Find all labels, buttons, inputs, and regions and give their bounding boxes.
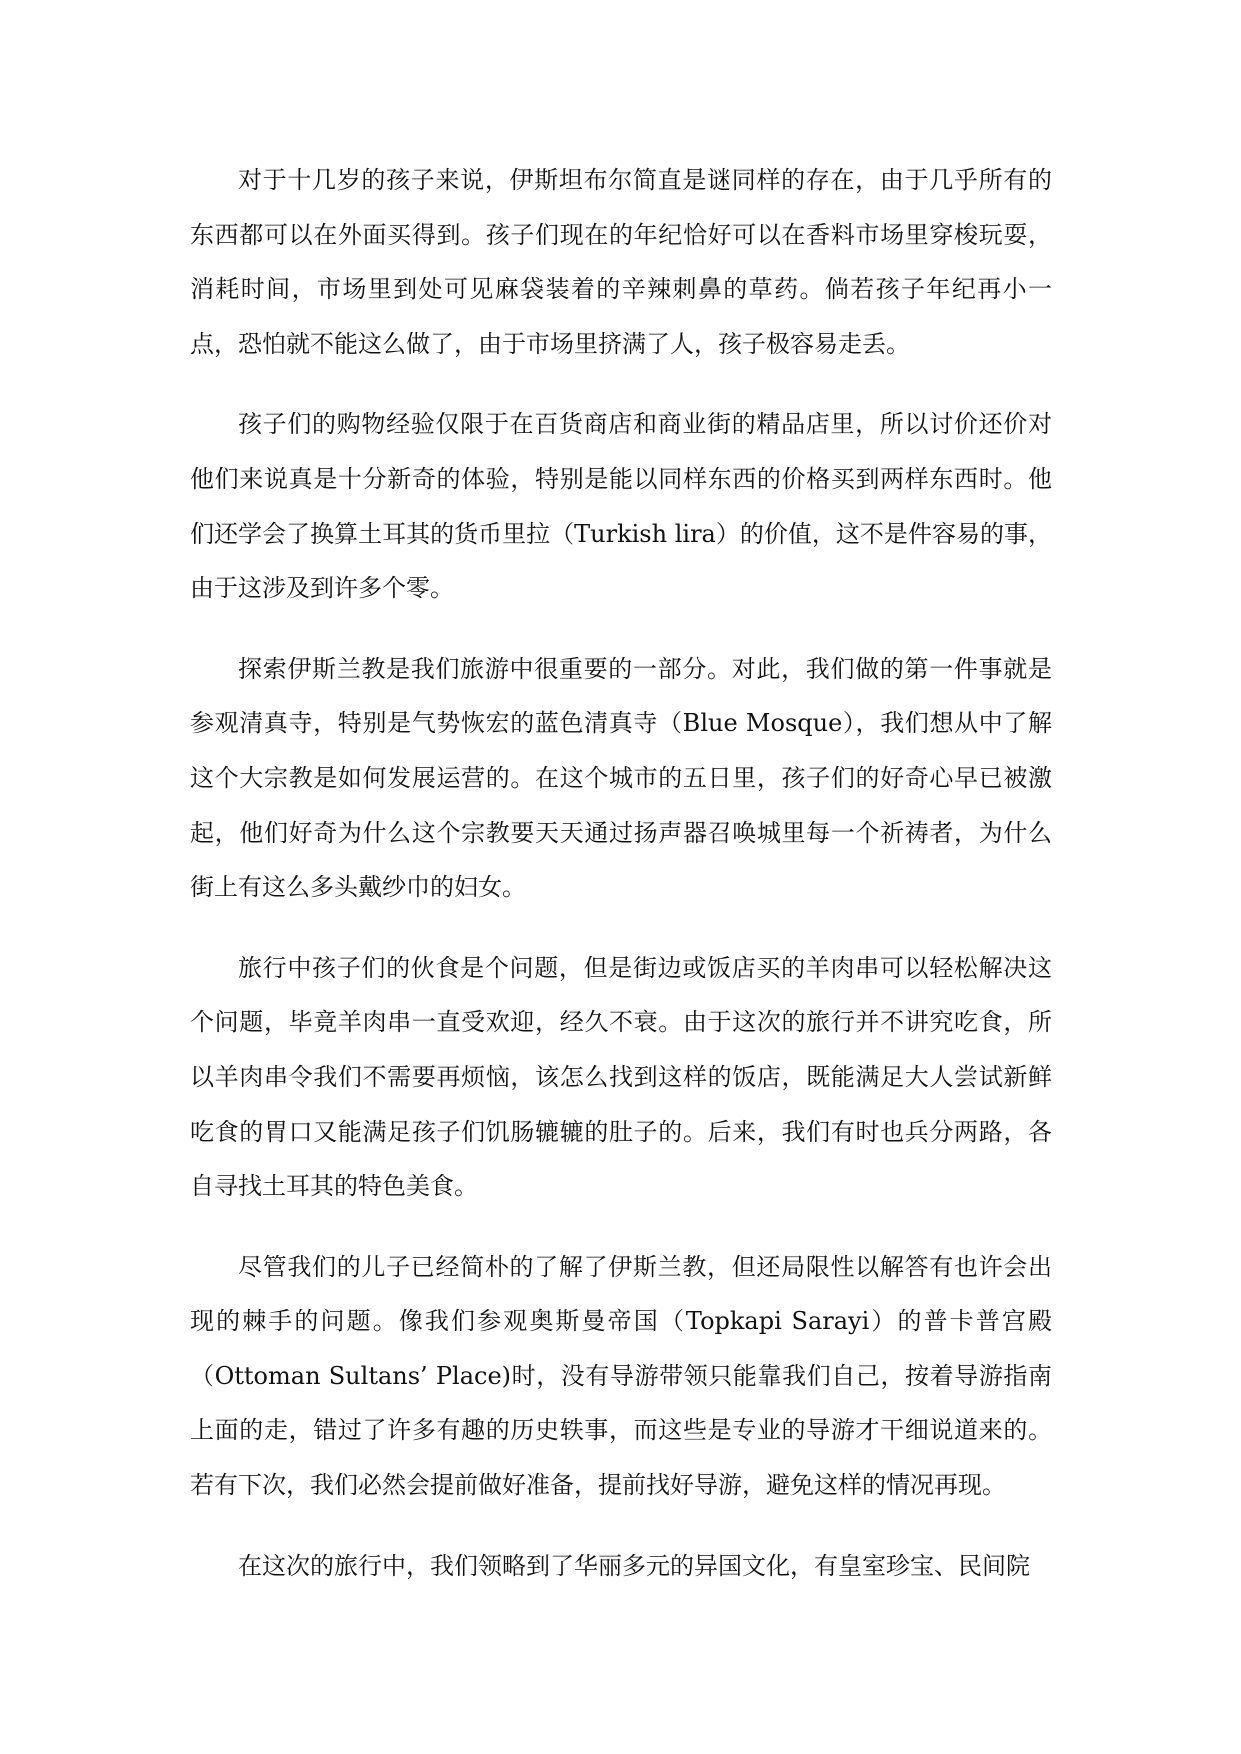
- paragraph-4: 旅行中孩子们的伙食是个问题，但是街边或饭店买的羊肉串可以轻松解决这个问题，毕竟羊肉串一直受欢迎，经久不衰。由于这次的旅行并不讲究吃食，所以羊肉串令我们不需要再烦恼，该怎么找到这样的饭店，既能满足大人尝试新鲜吃食的胃口又能满足孩子们饥肠辘辘的肚子的。后来，我们有时也兵分两路，各自寻找土耳其的特色美食。: [190, 953, 1052, 1201]
- paragraph-5: 尽管我们的儿子已经简朴的了解了伊斯兰教，但还局限性以解答有也许会出现的棘手的问题。像我们参观奥斯曼帝国（Topkapi Sarayi）的普卡普宫殿（Ottoman Sultans’ Place)时，没有导游带领只能靠我们自己，按着导游指南上面的走，错过了许多有趣的历史轶事，而这些是专业的导游才干细说道来的。若有下次，我们必然会提前做好准备，提前找好导游，避免这样的情况再现。: [190, 1252, 1052, 1500]
- paragraph-3: 探索伊斯兰教是我们旅游中很重要的一部分。对此，我们做的第一件事就是参观清真寺，特别是气势恢宏的蓝色清真寺（Blue Mosque），我们想从中了解这个大宗教是如何发展运营的。在这个城市的五日里，孩子们的好奇心早已被激起，他们好奇为什么这个宗教要天天通过扬声器召唤城里每一个祈祷者，为什么街上有这么多头戴纱巾的妇女。: [190, 654, 1052, 902]
- paragraph-6: 在这次的旅行中，我们领略到了华丽多元的异国文化，有皇室珍宝、民间院: [238, 1551, 1030, 1580]
- paragraph-2: 孩子们的购物经验仅限于在百货商店和商业街的精品店里，所以讨价还价对他们来说真是十分新奇的体验，特别是能以同样东西的价格买到两样东西时。他们还学会了换算土耳其的货币里拉（Turkish lira）的价值，这不是件容易的事，由于这涉及到许多个零。: [190, 410, 1052, 603]
- article-body: [190, 153, 1052, 1619]
- paragraph-1: 对于十几岁的孩子来说，伊斯坦布尔简直是谜同样的存在，由于几乎所有的东西都可以在外面买得到。孩子们现在的年纪恰好可以在香料市场里穿梭玩耍，消耗时间，市场里到处可见麻袋装着的辛辣刺鼻的草药。倘若孩子年纪再小一点，恐怕就不能这么做了，由于市场里挤满了人，孩子极容易走丢。: [190, 166, 1052, 358]
